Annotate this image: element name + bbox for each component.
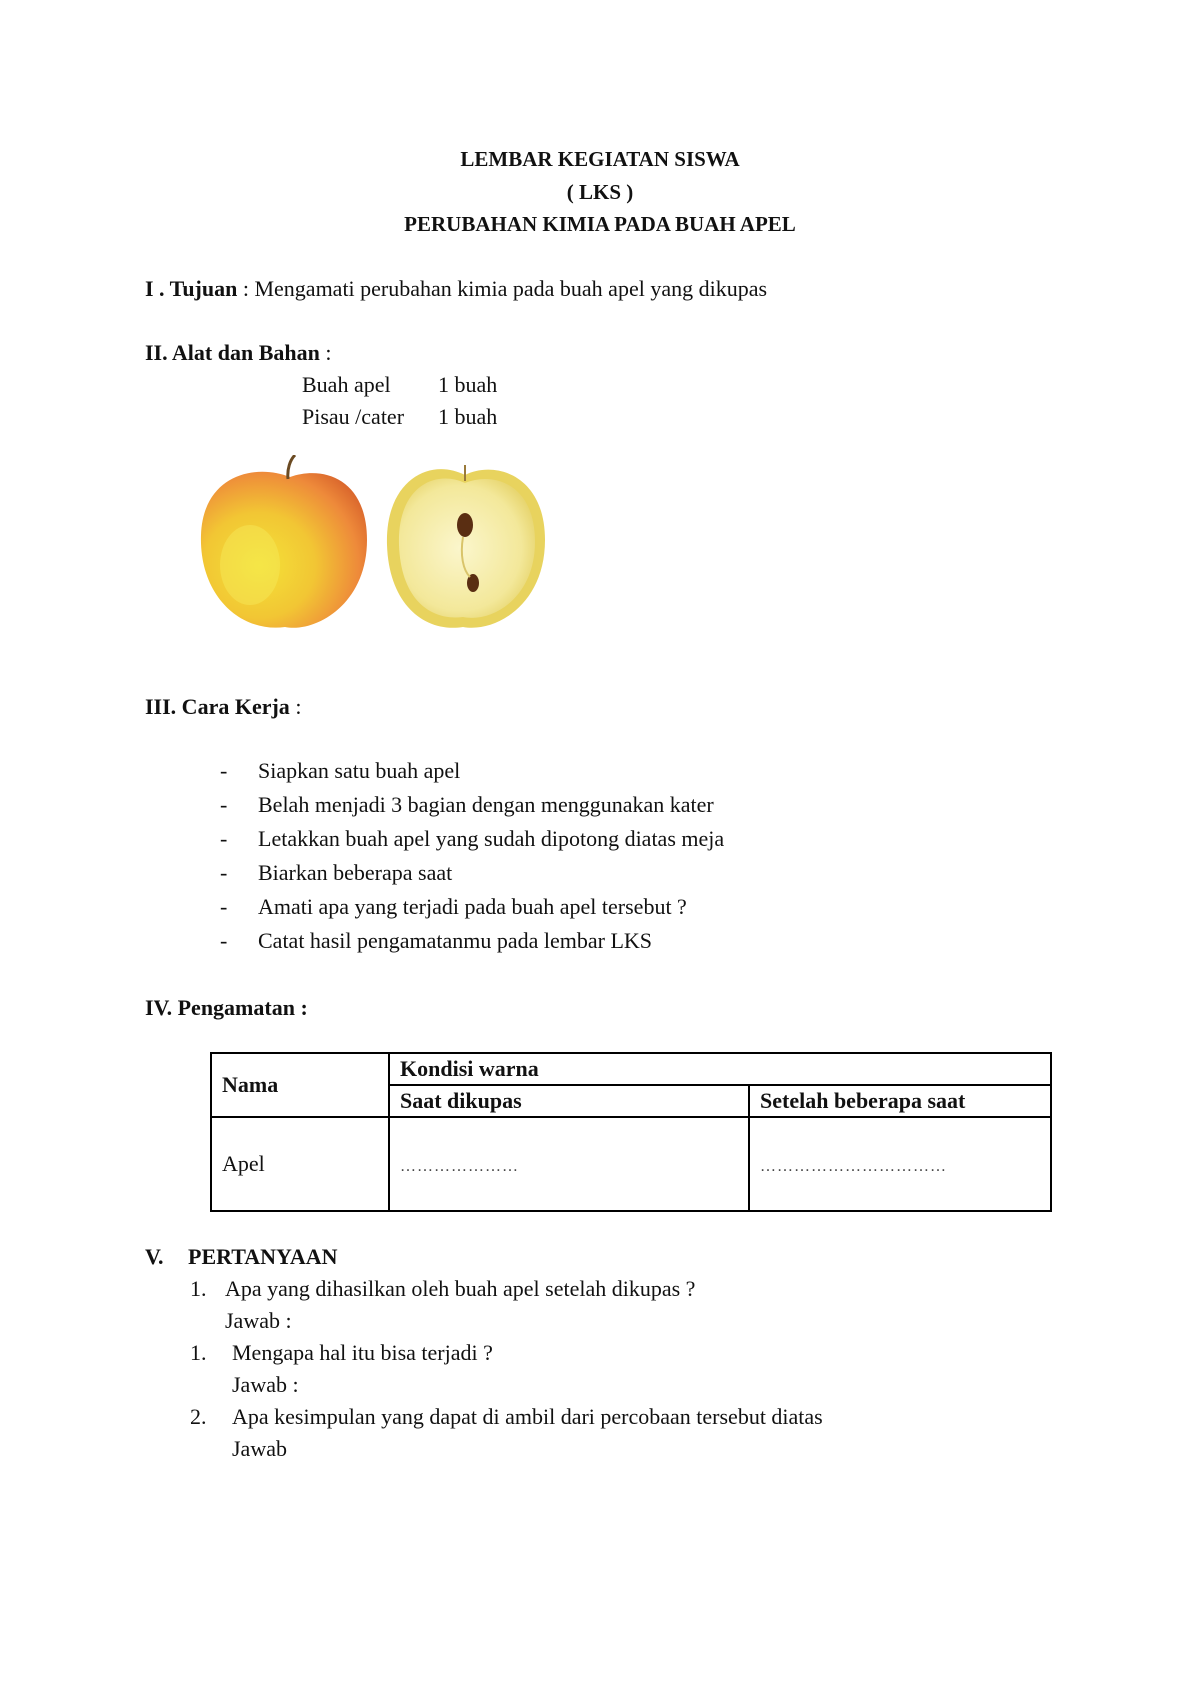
- question-text: Apa yang dihasilkan oleh buah apel setelah dikupas ?: [225, 1276, 696, 1301]
- list-bullet: -: [220, 928, 228, 953]
- tujuan-text: : Mengamati perubahan kimia pada buah apel yang dikupas: [237, 276, 768, 301]
- cara-section-heading: [145, 694, 301, 720]
- half-apple-icon: [387, 465, 545, 628]
- cara-colon: :: [289, 694, 302, 719]
- alat-colon: :: [319, 340, 332, 365]
- title-line-3: PERUBAHAN KIMIA PADA BUAH APEL: [404, 212, 796, 236]
- blank-dots: …………………: [400, 1158, 519, 1175]
- answer-label: Jawab: [232, 1436, 287, 1461]
- tujuan-label: I . Tujuan: [145, 276, 238, 301]
- blank-dots: ……………………………: [760, 1158, 947, 1175]
- alat-item-name: Pisau /cater: [302, 404, 405, 429]
- list-bullet: -: [220, 894, 228, 919]
- pertanyaan-roman: V.: [145, 1244, 164, 1269]
- list-item: Belah menjadi 3 bagian dengan menggunakan kater: [258, 792, 714, 817]
- observation-table: [210, 1052, 1052, 1212]
- table-header-nama: Nama: [211, 1053, 389, 1117]
- alat-item-qty: 1 buah: [438, 372, 498, 397]
- question-number: 1.: [190, 1340, 207, 1365]
- cara-label: III. Cara Kerja: [145, 694, 290, 719]
- table-header-kondisi: Kondisi warna: [389, 1053, 1051, 1085]
- alat-section-heading: [145, 340, 331, 366]
- pengamatan-heading: IV. Pengamatan :: [145, 995, 308, 1020]
- list-item: Siapkan satu buah apel: [258, 758, 461, 783]
- list-bullet: -: [220, 826, 228, 851]
- question-text: Mengapa hal itu bisa terjadi ?: [232, 1340, 493, 1365]
- question-number: 2.: [190, 1404, 207, 1429]
- tujuan-section: [145, 276, 767, 302]
- alat-label: II. Alat dan Bahan: [145, 340, 320, 365]
- list-bullet: -: [220, 860, 228, 885]
- table-cell-setelah[interactable]: [749, 1117, 1051, 1211]
- title-line-2: ( LKS ): [566, 180, 634, 204]
- apple-illustration: [195, 455, 595, 635]
- question-text: Apa kesimpulan yang dapat di ambil dari percobaan tersebut diatas: [232, 1404, 823, 1429]
- question-number: 1.: [190, 1276, 207, 1301]
- answer-label: Jawab :: [232, 1372, 299, 1397]
- alat-item-name: Buah apel: [302, 372, 391, 397]
- table-row: [211, 1117, 1051, 1211]
- list-item: Catat hasil pengamatanmu pada lembar LKS: [258, 928, 653, 953]
- list-bullet: -: [220, 758, 228, 783]
- list-item: Letakkan buah apel yang sudah dipotong diatas meja: [258, 826, 725, 851]
- answer-label: Jawab :: [225, 1308, 292, 1333]
- title-line-1: LEMBAR KEGIATAN SISWA: [460, 147, 740, 171]
- alat-item-qty: 1 buah: [438, 404, 498, 429]
- whole-apple-icon: [201, 455, 367, 628]
- table-header-saat: Saat dikupas: [389, 1085, 749, 1117]
- pertanyaan-heading: PERTANYAAN: [188, 1244, 338, 1269]
- table-cell-name: Apel: [211, 1117, 389, 1211]
- list-bullet: -: [220, 792, 228, 817]
- table-header-setelah: Setelah beberapa saat: [749, 1085, 1051, 1117]
- table-cell-saat[interactable]: [389, 1117, 749, 1211]
- list-item: Biarkan beberapa saat: [258, 860, 453, 885]
- list-item: Amati apa yang terjadi pada buah apel tersebut ?: [258, 894, 687, 919]
